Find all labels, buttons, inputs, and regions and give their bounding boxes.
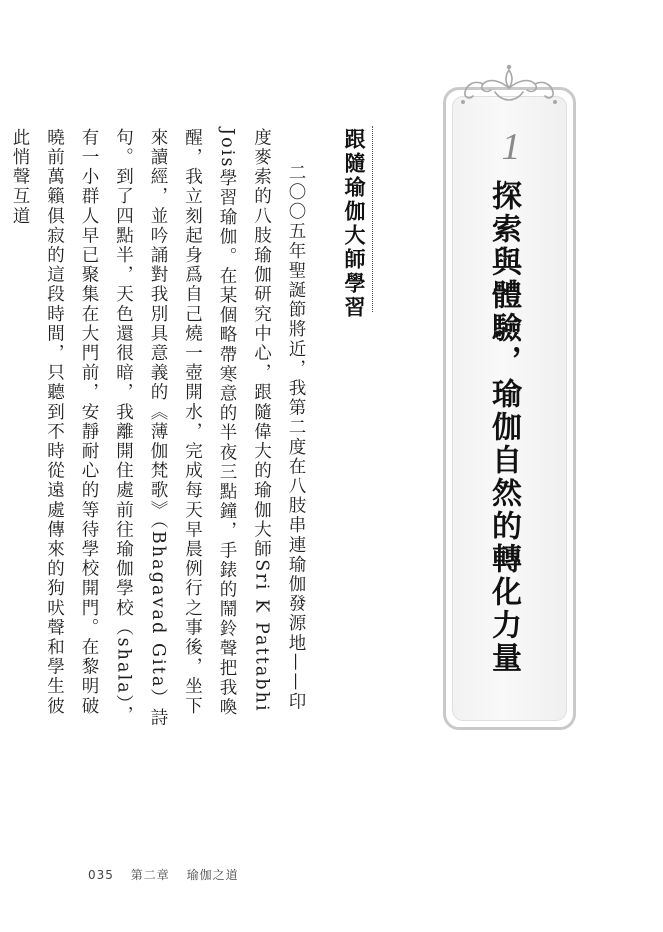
footer-chapter-name: 瑜伽之道 xyxy=(186,868,239,882)
page-number: 035 xyxy=(88,868,114,882)
page-footer xyxy=(88,866,251,883)
body-paragraph: 二〇〇五年聖誕節將近，我第二度在八肢串連瑜伽發源地——印度麥索的八肢瑜伽研究中心，跟隨偉大的瑜伽大師Sri K Pattabhi Jois學習瑜伽。在某個略帶寒意的半夜三點鐘，手錶的鬧鈴聲把我喚醒，我立刻起身爲自己燒一壺開水，完成每天早晨例行之事後，坐下來讀經，並吟誦對我別具意義的《薄伽梵歌》（Bhagavad Gita）詩句。到了四點半，天色還很暗，我離開住處前往瑜伽學校（shala），有一小群人早已聚集在大門前，安靜耐心的等待學校開門。在黎明破曉前萬籟俱寂的這段時間，只聽到不時從遠處傳來的狗吠聲和學生彼此悄聲互道 xyxy=(10,128,306,728)
flourish-ornament-icon xyxy=(459,62,559,106)
body-text xyxy=(3,128,314,728)
chapter-number: 1 xyxy=(501,126,521,168)
footer-chapter-label: 第二章 xyxy=(130,868,170,882)
chapter-title: 探索與體驗，瑜伽自然的轉化力量 xyxy=(486,180,521,675)
section-divider xyxy=(372,126,373,312)
section-heading: 跟隨瑜伽大師學習 xyxy=(342,128,366,320)
